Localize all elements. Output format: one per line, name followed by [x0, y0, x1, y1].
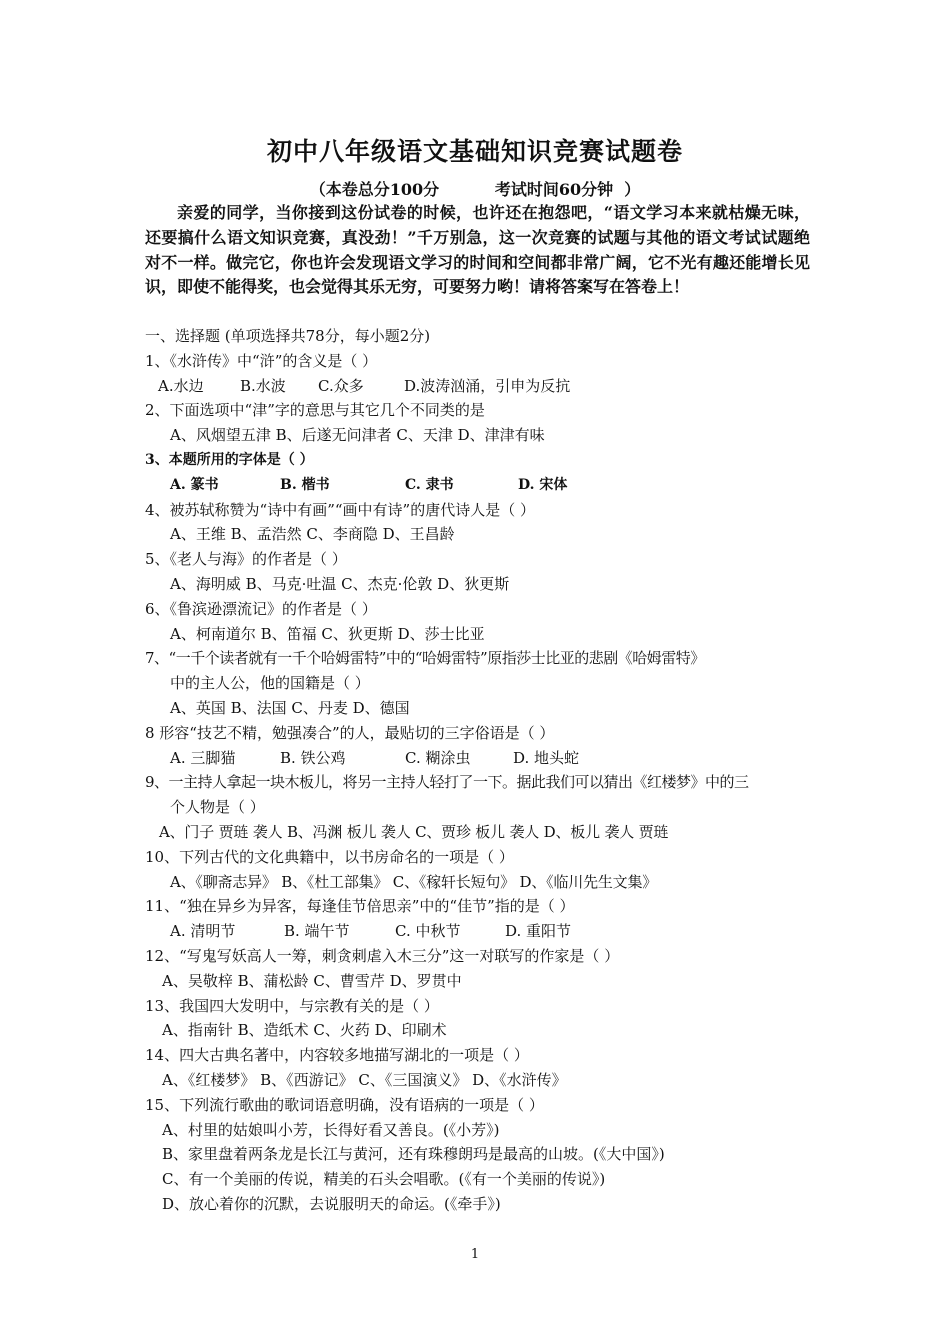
question-6: 6、《鲁滨逊漂流记》的作者是（ ）: [145, 599, 377, 618]
question-5: 5、《老人与海》的作者是（ ）: [145, 550, 347, 569]
question-5-options: A、海明威 B、马克·吐温 C、杰克·伦敦 D、狄更斯: [170, 574, 510, 593]
question-14-options: A、《红楼梦》 B、《西游记》 C、《三国演义》 D、《水浒传》: [162, 1070, 567, 1089]
question-15-option-d: D、放心着你的沉默，去说服明天的命运。(《牵手》): [162, 1194, 501, 1213]
question-11-options: [145, 919, 813, 944]
option-a: A. 清明节: [170, 922, 236, 941]
questions-section: [145, 324, 813, 1217]
question-13-options: A、指南针 B、造纸术 C、火药 D、印刷术: [162, 1021, 447, 1040]
option-c: C. 中秋节: [395, 922, 461, 941]
option-c: C. 隶书: [405, 476, 454, 493]
question-1: 1、《水浒传》中“浒”的含义是（ ）: [145, 351, 378, 370]
question-15-option-c: C、有一个美丽的传说，精美的石头会唱歌。(《有一个美丽的传说》): [162, 1170, 606, 1189]
page-title: 初中八年级语文基础知识竞赛试题卷: [266, 137, 683, 166]
option-d: D. 重阳节: [505, 922, 572, 941]
option-c: C. 糊涂虫: [405, 748, 471, 767]
question-7-continued: 中的主人公，他的国籍是（ ）: [170, 674, 370, 693]
option-b: B. 楷书: [280, 476, 330, 493]
option-c: C.众多: [318, 376, 364, 395]
question-9: 9、一主持人拿起一块木板儿，将另一主持人轻打了一下。据此我们可以猜出《红楼梦》中的三: [145, 773, 749, 792]
question-12: 12、“写鬼写妖高人一筹，刺贪刺虐入木三分”这一对联写的作家是（ ）: [145, 946, 620, 965]
option-b: B.水波: [240, 376, 286, 395]
question-4-options: A、王维 B、孟浩然 C、李商隐 D、王昌龄: [170, 525, 455, 544]
option-d: D. 宋体: [518, 476, 568, 493]
question-15-option-a: A、村里的姑娘叫小芳，长得好看又善良。(《小芳》): [162, 1120, 500, 1139]
option-a: A.水边: [158, 376, 204, 395]
question-9-options: A、门子 贾琏 袭人 B、冯渊 板儿 袭人 C、贾珍 板儿 袭人 D、板儿 袭人 贾琏: [159, 822, 669, 841]
option-b: B. 端午节: [284, 922, 350, 941]
option-a: A. 篆书: [170, 476, 219, 493]
option-d: D. 地头蛇: [513, 748, 580, 767]
option-a: A. 三脚猫: [170, 748, 236, 767]
option-b: B. 铁公鸡: [280, 748, 346, 767]
question-8-options: [145, 746, 813, 771]
question-15: 15、下列流行歌曲的歌词语意明确，没有语病的一项是（ ）: [145, 1095, 544, 1114]
question-15-option-b: B、家里盘着两条龙是长江与黄河，还有珠穆朗玛是最高的山坡。(《大中国》): [162, 1145, 665, 1164]
question-3: 3、本题所用的字体是（ ）: [145, 451, 314, 468]
question-13: 13、我国四大发明中，与宗教有关的是（ ）: [145, 996, 439, 1015]
question-8: 8 形容“技艺不精，勉强凑合”的人，最贴切的三字俗语是（ ）: [145, 723, 555, 742]
intro-paragraph: 亲爱的同学，当你接到这份试卷的时候，也许还在抱怨吧，“语文学习本来就枯燥无味，还要搞什么语文知识竞赛，真没劲！”千万别急，这一次竞赛的试题与其他的语文考试试题绝对不一样。做完它，你也许会发现语文学习的时间和空间都非常广阔，它不光有趣还能增长见识，即使不能得奖，也会觉得其乐无穷，可要努力哟！请将答案写在答卷上！: [145, 203, 810, 297]
question-11: 11、“独在异乡为异客，每逢佳节倍思亲”中的“佳节”指的是（ ）: [145, 897, 575, 916]
question-3-options: [145, 473, 813, 498]
question-2: 2、下面选项中“津”字的意思与其它几个不同类的是: [145, 401, 485, 420]
question-10: 10、下列古代的文化典籍中，以书房命名的一项是（ ）: [145, 847, 514, 866]
question-7-options: A、英国 B、法国 C、丹麦 D、德国: [170, 698, 410, 717]
question-7: 7、“一千个读者就有一千个哈姆雷特”中的“哈姆雷特”原指莎士比亚的悲剧《哈姆雷特》: [145, 649, 705, 668]
question-1-options: [145, 374, 813, 399]
question-14: 14、四大古典名著中，内容较多地描写湖北的一项是（ ）: [145, 1046, 529, 1065]
page-number: 1: [470, 1247, 480, 1262]
question-2-options: A、风烟望五津 B、后遂无问津者 C、天津 D、津津有味: [170, 426, 545, 445]
option-d: D.波涛汹涌，引申为反抗: [404, 376, 571, 395]
question-6-options: A、柯南道尔 B、笛福 C、狄更斯 D、莎士比亚: [170, 624, 485, 643]
question-4: 4、被苏轼称赞为“诗中有画”“画中有诗”的唐代诗人是（ ）: [145, 500, 535, 519]
question-9-continued: 个人物是（ ）: [170, 798, 265, 817]
question-10-options: A、《聊斋志异》 B、《杜工部集》 C、《稼轩长短句》 D、《临川先生文集》: [170, 872, 658, 891]
exam-info: （本卷总分100分 考试时间60分钟 ）: [309, 180, 641, 199]
question-12-options: A、吴敬梓 B、蒲松龄 C、曹雪芹 D、罗贯中: [162, 971, 462, 990]
section-heading: 一、选择题 (单项选择共78分，每小题2分): [145, 327, 431, 345]
